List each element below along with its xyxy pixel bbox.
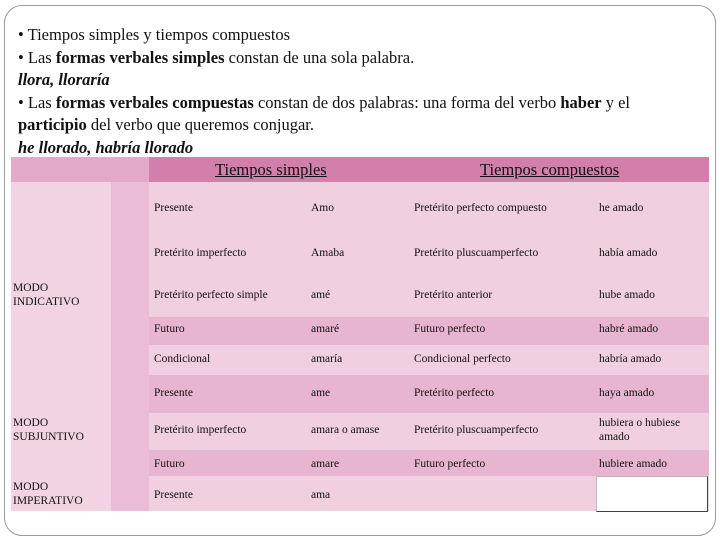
row-6-simple-example: ame <box>311 387 331 399</box>
row-8-compound-example: hubiere amado <box>599 458 668 470</box>
intro-line-4-haber: haber <box>560 92 602 112</box>
row-8-compound: Futuro perfecto <box>414 458 486 470</box>
row-3-simple-example: amé <box>311 289 331 301</box>
header-left-cell <box>11 157 149 182</box>
intro-line-2-bold: formas verbales simples <box>55 47 225 67</box>
intro-line-4-e: y el <box>601 92 631 112</box>
header-compound: Tiempos compuestos <box>480 160 620 179</box>
row-6-compound: Pretérito perfecto <box>414 387 495 399</box>
row-6-simple: Presente <box>154 387 193 399</box>
row-7-compound: Pretérito pluscuamperfecto <box>414 424 539 436</box>
intro-line-4-a: • Las <box>18 92 56 112</box>
row-8-simple: Futuro <box>154 458 185 470</box>
row-4-compound-example: habré amado <box>599 323 659 335</box>
mode-indicativo: MODO INDICATIVO <box>13 282 80 308</box>
row-6-compound-example: haya amado <box>599 387 655 399</box>
intro-example-compound: he llorado, habría llorado <box>18 137 194 157</box>
row-2-compound-example: había amado <box>599 247 658 259</box>
intro-example-simple: llora, lloraría <box>18 70 110 89</box>
mode-subjuntivo: MODO SUBJUNTIVO <box>13 417 84 443</box>
row-4-simple-example: amaré <box>311 323 340 335</box>
row-1-simple: Presente <box>154 202 193 214</box>
row-5-compound: Condicional perfecto <box>414 353 511 365</box>
row-2-simple: Pretérito imperfecto <box>154 247 247 259</box>
row-1-compound-example: he amado <box>599 202 644 214</box>
row-3-compound-example: hube amado <box>599 289 655 301</box>
row-7-simple: Pretérito imperfecto <box>154 424 247 436</box>
mode-column-bar <box>111 157 149 511</box>
header-simple: Tiempos simples <box>215 160 327 179</box>
intro-line-5-b: del verbo que queremos conjugar. <box>86 115 315 134</box>
mode-imperativo: MODO IMPERATIVO <box>13 481 83 507</box>
empty-cell <box>596 476 708 512</box>
intro-line-5-bold: participio <box>18 115 87 134</box>
intro-line-2-c: constan de una sola palabra. <box>224 47 415 67</box>
row-1-compound: Pretérito perfecto compuesto <box>414 202 547 214</box>
row-5-simple: Condicional <box>154 353 211 365</box>
intro-line-2 <box>18 47 708 70</box>
intro-line-5 <box>18 114 708 137</box>
intro-heading: • Tiempos simples y tiempos compuestos <box>18 25 291 44</box>
row-5-simple-example: amaría <box>311 353 343 365</box>
intro-line-4-bold: formas verbales compuestas <box>55 92 254 112</box>
intro-line-4-c: constan de dos palabras: una forma del verbo <box>253 92 561 112</box>
mode-column <box>11 157 111 511</box>
row-3-compound: Pretérito anterior <box>414 289 493 301</box>
row-9-simple: Presente <box>154 489 193 501</box>
intro-line-1 <box>18 24 708 47</box>
row-4-compound: Futuro perfecto <box>414 323 486 335</box>
intro-line-4 <box>18 92 708 115</box>
row-7-compound-example: hubiera o hubiese amado <box>599 417 681 443</box>
row-5-compound-example: habría amado <box>599 353 662 365</box>
tenses-table <box>11 157 709 511</box>
row-4-simple: Futuro <box>154 323 185 335</box>
row-9-simple-example: ama <box>311 489 331 501</box>
row-2-simple-example: Amaba <box>311 247 345 259</box>
row-1-simple-example: Amo <box>311 202 334 214</box>
intro-line-2-a: • Las <box>18 47 56 67</box>
row-3-simple: Pretérito perfecto simple <box>154 289 268 301</box>
row-8-simple-example: amare <box>311 458 340 470</box>
row-2-compound: Pretérito pluscuamperfecto <box>414 247 539 259</box>
intro-text <box>18 24 708 159</box>
row-7-simple-example: amara o amase <box>311 424 380 436</box>
